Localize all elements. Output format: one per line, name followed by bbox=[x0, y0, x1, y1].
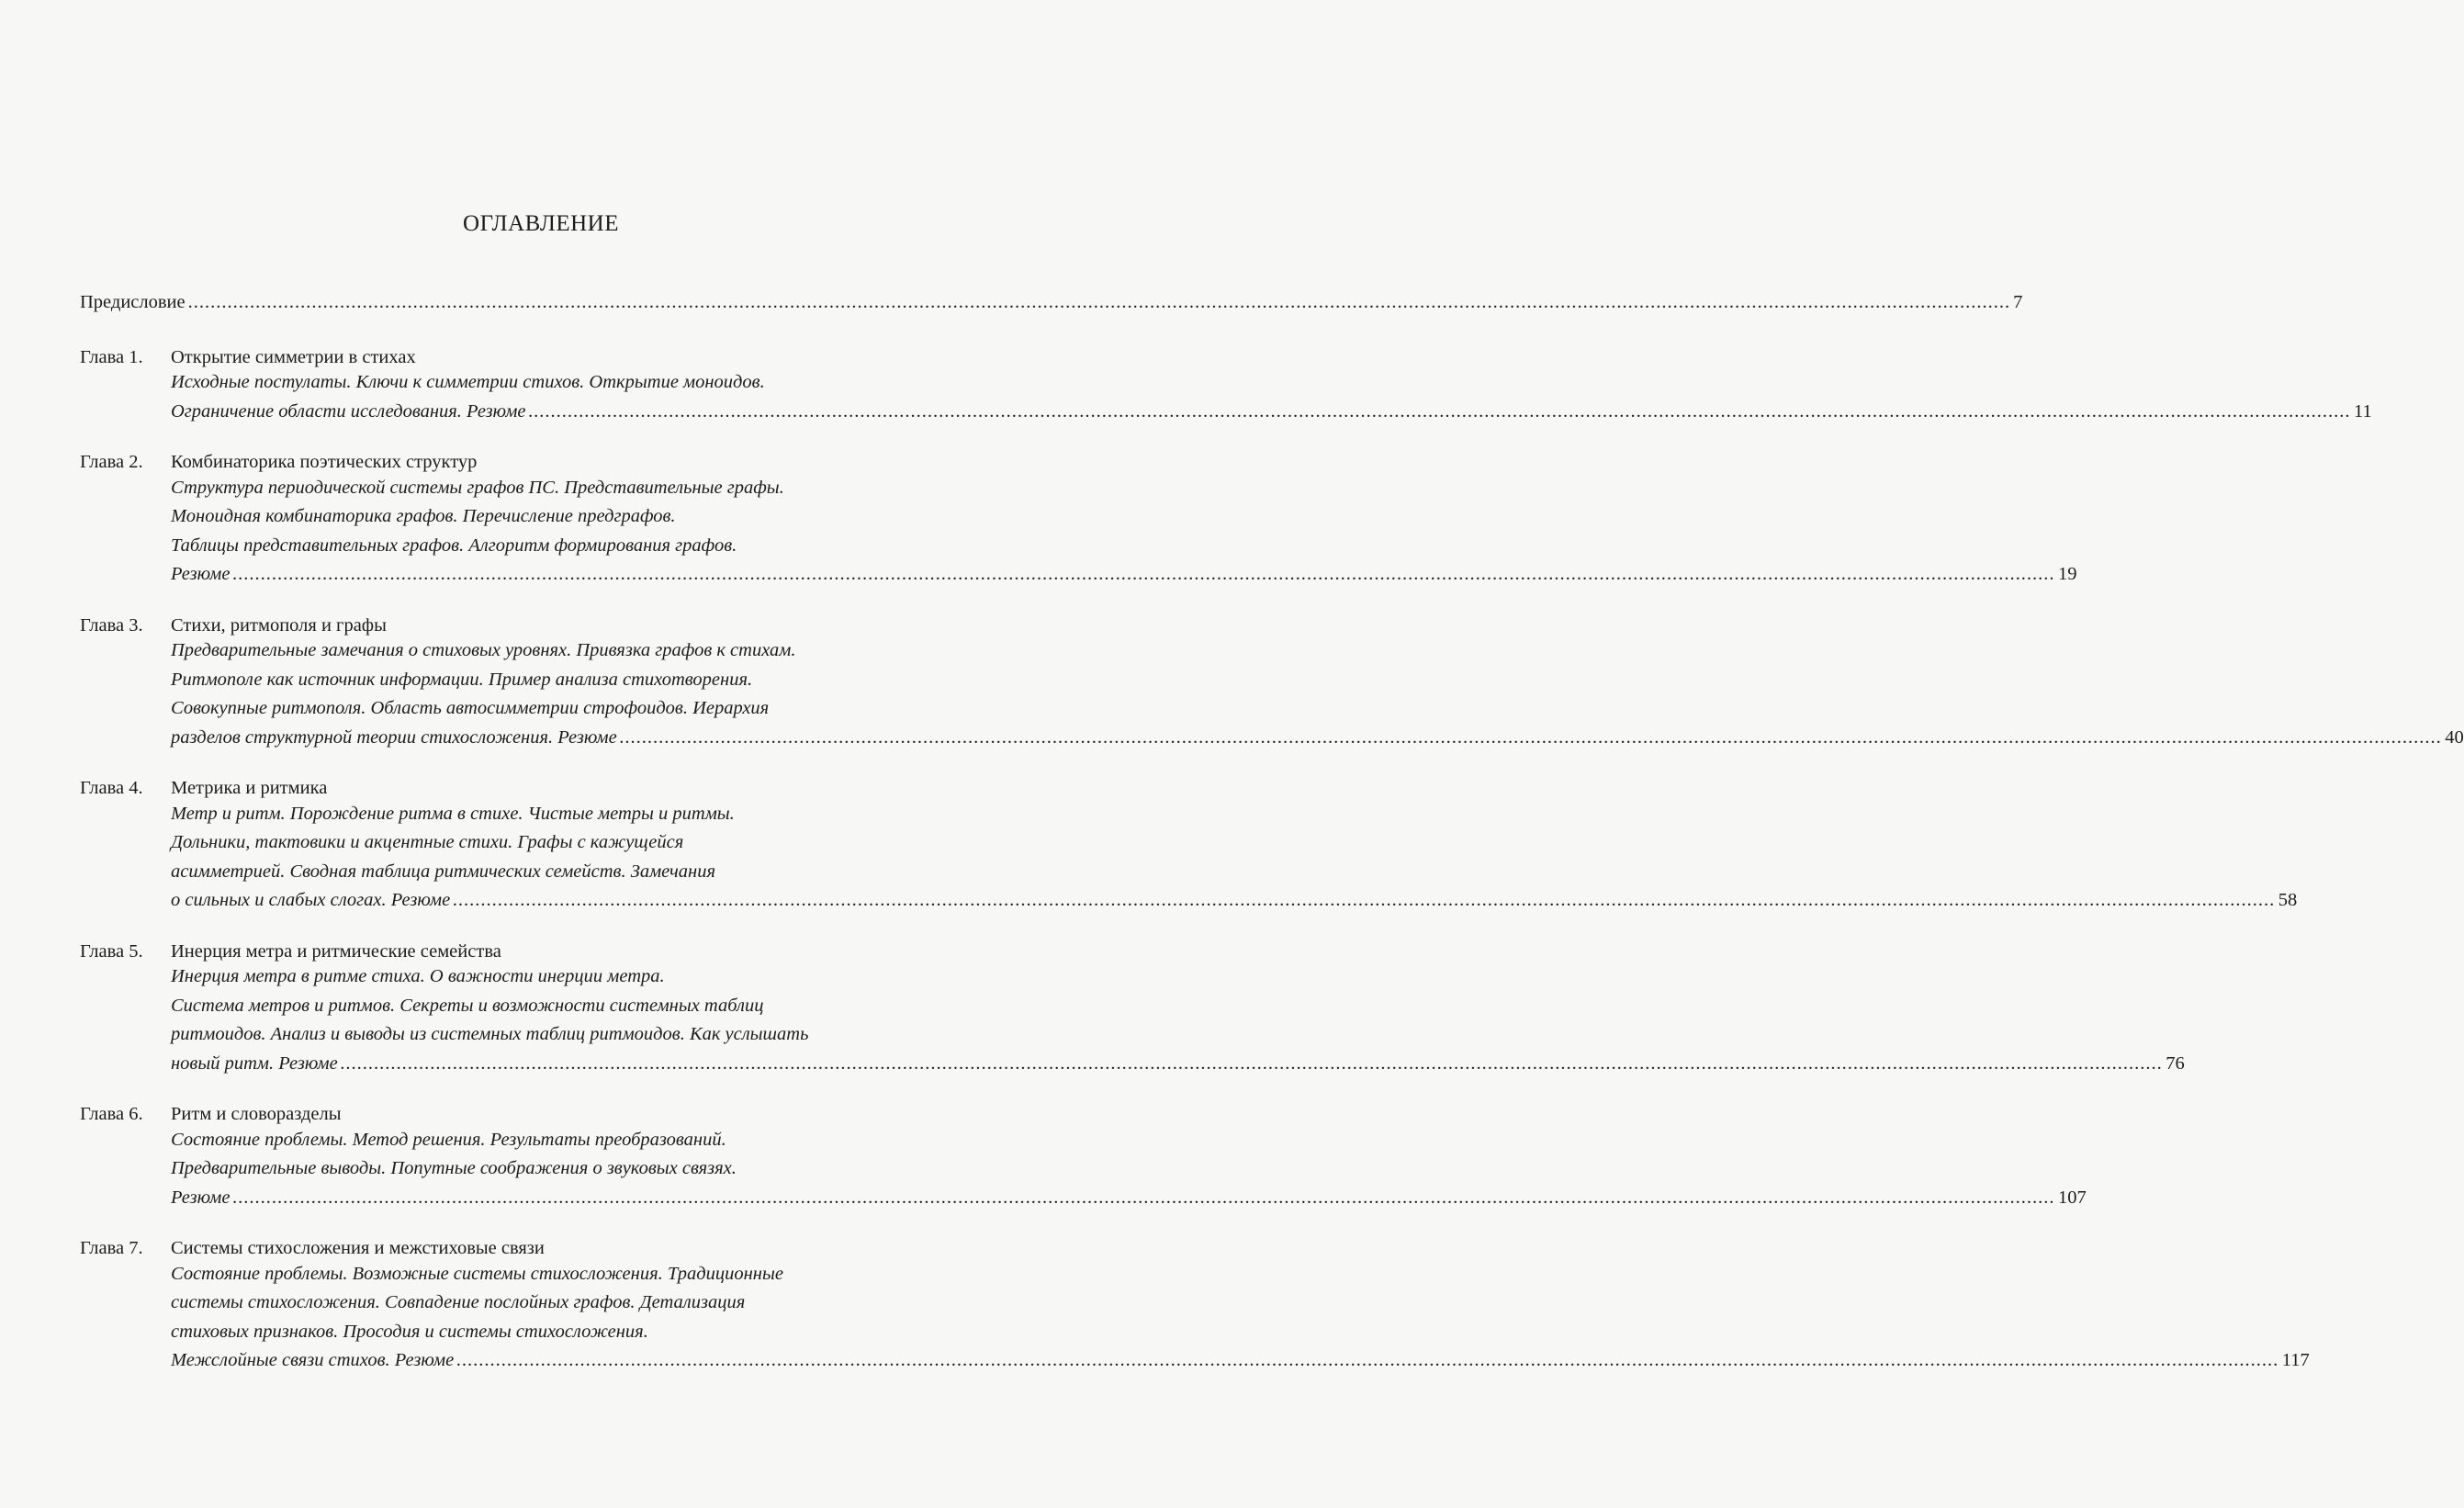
chapter-description bbox=[171, 372, 2372, 430]
description-line bbox=[171, 1350, 2310, 1379]
description-line bbox=[171, 401, 2372, 431]
toc-entry-preface[interactable] bbox=[80, 292, 2023, 321]
chapter-body bbox=[171, 448, 2076, 593]
chapter-label: Глава 6. bbox=[80, 1104, 143, 1124]
description-line bbox=[171, 670, 2464, 699]
description-line bbox=[171, 1322, 2310, 1351]
description-text: Предварительные выводы. Попутные соображения о звуковых связях. bbox=[171, 1158, 737, 1178]
chapter-body bbox=[171, 1234, 2310, 1379]
chapter-description bbox=[171, 1130, 2087, 1217]
dot-leader bbox=[529, 401, 2352, 422]
description-text: ритмоидов. Анализ и выводы из системных таблиц ритмоидов. Как услышать bbox=[171, 1024, 809, 1044]
description-text: Система метров и ритмов. Секреты и возможности системных таблиц bbox=[171, 995, 764, 1016]
description-line bbox=[171, 1292, 2310, 1322]
description-line bbox=[171, 861, 2297, 891]
chapter-label: Глава 5. bbox=[80, 940, 143, 962]
description-line bbox=[171, 1130, 2087, 1159]
chapter-description bbox=[171, 966, 2185, 1082]
chapter-title: Открытие симметрии в стихах bbox=[171, 346, 416, 367]
description-text: Резюме bbox=[171, 1187, 231, 1208]
page-number: 58 bbox=[2278, 890, 2298, 910]
description-line bbox=[171, 1024, 2185, 1053]
chapter-body bbox=[171, 774, 2297, 919]
description-line bbox=[171, 698, 2464, 727]
chapter-title: Стихи, ритмополя и графы bbox=[171, 614, 387, 636]
chapter-label: Глава 1. bbox=[80, 346, 143, 367]
page-number: 7 bbox=[2013, 292, 2023, 312]
description-text: Межслойные связи стихов. Резюме bbox=[171, 1350, 455, 1370]
chapter-label: Глава 4. bbox=[80, 778, 143, 798]
chapter-title: Ритм и словоразделы bbox=[171, 1104, 342, 1124]
chapter-body bbox=[171, 1100, 2087, 1216]
description-text: Состояние проблемы. Возможные системы стихосложения. Традиционные bbox=[171, 1263, 783, 1284]
dot-leader bbox=[232, 564, 2055, 585]
description-text: Совокупные ритмополя. Область автосимметрии строфоидов. Иерархия bbox=[171, 698, 770, 718]
description-line bbox=[171, 1187, 2087, 1217]
toc-chapter-7[interactable] bbox=[80, 1234, 2310, 1379]
chapter-label: Глава 3. bbox=[80, 614, 143, 636]
chapter-label: Глава 7. bbox=[80, 1238, 143, 1258]
toc-chapter-2[interactable] bbox=[80, 448, 2077, 593]
description-text: разделов структурной теории стихосложения. Резюме bbox=[171, 726, 617, 748]
page-number: 40 bbox=[2445, 726, 2464, 748]
description-line bbox=[171, 478, 2076, 507]
description-line bbox=[171, 727, 2464, 757]
description-text: Ритмополе как источник информации. Пример анализа стихотворения. bbox=[171, 669, 753, 690]
page-number: 11 bbox=[2354, 400, 2372, 422]
chapter-description bbox=[171, 1264, 2310, 1379]
chapter-title: Метрика и ритмика bbox=[171, 778, 328, 798]
chapter-body bbox=[171, 343, 2372, 431]
toc-chapter-1[interactable] bbox=[80, 343, 2372, 431]
description-line bbox=[171, 804, 2297, 833]
toc-chapter-6[interactable] bbox=[80, 1100, 2087, 1216]
chapter-body bbox=[171, 612, 2464, 757]
chapter-title: Системы стихосложения и межстиховые связи bbox=[171, 1238, 545, 1258]
page-number: 76 bbox=[2166, 1052, 2185, 1074]
dot-leader bbox=[341, 1053, 2164, 1075]
description-text: Резюме bbox=[171, 564, 231, 584]
description-line bbox=[171, 535, 2076, 565]
chapter-title: Комбинаторика поэтических структур bbox=[171, 452, 478, 472]
page-title: ОГЛАВЛЕНИЕ bbox=[463, 211, 619, 236]
dot-leader bbox=[453, 890, 2276, 911]
description-text: о сильных и слабых слогах. Резюме bbox=[171, 890, 451, 910]
description-line bbox=[171, 564, 2076, 593]
description-line bbox=[171, 1158, 2087, 1187]
chapter-label: Глава 2. bbox=[80, 452, 143, 472]
page-number: 107 bbox=[2057, 1187, 2087, 1208]
dot-leader bbox=[232, 1187, 2055, 1209]
description-text: Моноидная комбинаторика графов. Перечисление предграфов. bbox=[171, 506, 676, 526]
description-text: Дольники, тактовики и акцентные стихи. Графы с кажущейся bbox=[171, 832, 684, 852]
dot-leader bbox=[620, 727, 2443, 748]
description-text: новый ритм. Резюме bbox=[171, 1052, 338, 1074]
chapter-description bbox=[171, 804, 2297, 919]
page-number: 19 bbox=[2057, 564, 2077, 584]
description-line bbox=[171, 1264, 2310, 1293]
toc-entry-label: Предисловие bbox=[80, 292, 186, 312]
description-line bbox=[171, 996, 2185, 1025]
description-line bbox=[171, 966, 2185, 996]
chapter-description bbox=[171, 640, 2464, 756]
description-text: Состояние проблемы. Метод решения. Результаты преобразований. bbox=[171, 1129, 726, 1150]
toc-chapter-5[interactable] bbox=[80, 938, 2185, 1083]
page-number: 117 bbox=[2281, 1350, 2310, 1370]
description-text: Метр и ритм. Порождение ритма в стихе. Чистые метры и ритмы. bbox=[171, 803, 735, 824]
dot-leader bbox=[456, 1350, 2279, 1371]
table-of-contents bbox=[80, 292, 2464, 1379]
chapter-body bbox=[171, 938, 2185, 1083]
description-text: Предварительные замечания о стиховых уровнях. Привязка графов к стихам. bbox=[171, 640, 796, 660]
description-text: Таблицы представительных графов. Алгоритм формирования графов. bbox=[171, 535, 737, 556]
description-text: Инерция метра в ритме стиха. О важности инерции метра. bbox=[171, 966, 665, 986]
chapter-list bbox=[80, 343, 2464, 1379]
chapter-description bbox=[171, 478, 2076, 593]
description-line bbox=[171, 1053, 2185, 1083]
description-text: стиховых признаков. Просодия и системы стихосложения. bbox=[171, 1321, 648, 1342]
description-line bbox=[171, 832, 2297, 861]
description-line bbox=[171, 890, 2297, 919]
description-text: асимметрией. Сводная таблица ритмических семейств. Замечания bbox=[171, 861, 715, 882]
toc-chapter-4[interactable] bbox=[80, 774, 2298, 919]
chapter-title: Инерция метра и ритмические семейства bbox=[171, 940, 501, 962]
toc-chapter-3[interactable] bbox=[80, 612, 2464, 757]
dot-leader bbox=[188, 292, 2011, 313]
description-line bbox=[171, 640, 2464, 670]
description-text: Исходные постулаты. Ключи к симметрии стихов. Открытие моноидов. bbox=[171, 372, 765, 392]
description-text: Структура периодической системы графов ПС. Представительные графы. bbox=[171, 477, 784, 498]
description-text: Ограничение области исследования. Резюме bbox=[171, 400, 526, 422]
description-text: системы стихосложения. Совпадение послойных графов. Детализация bbox=[171, 1292, 746, 1312]
description-line bbox=[171, 506, 2076, 535]
description-line bbox=[171, 372, 2372, 401]
